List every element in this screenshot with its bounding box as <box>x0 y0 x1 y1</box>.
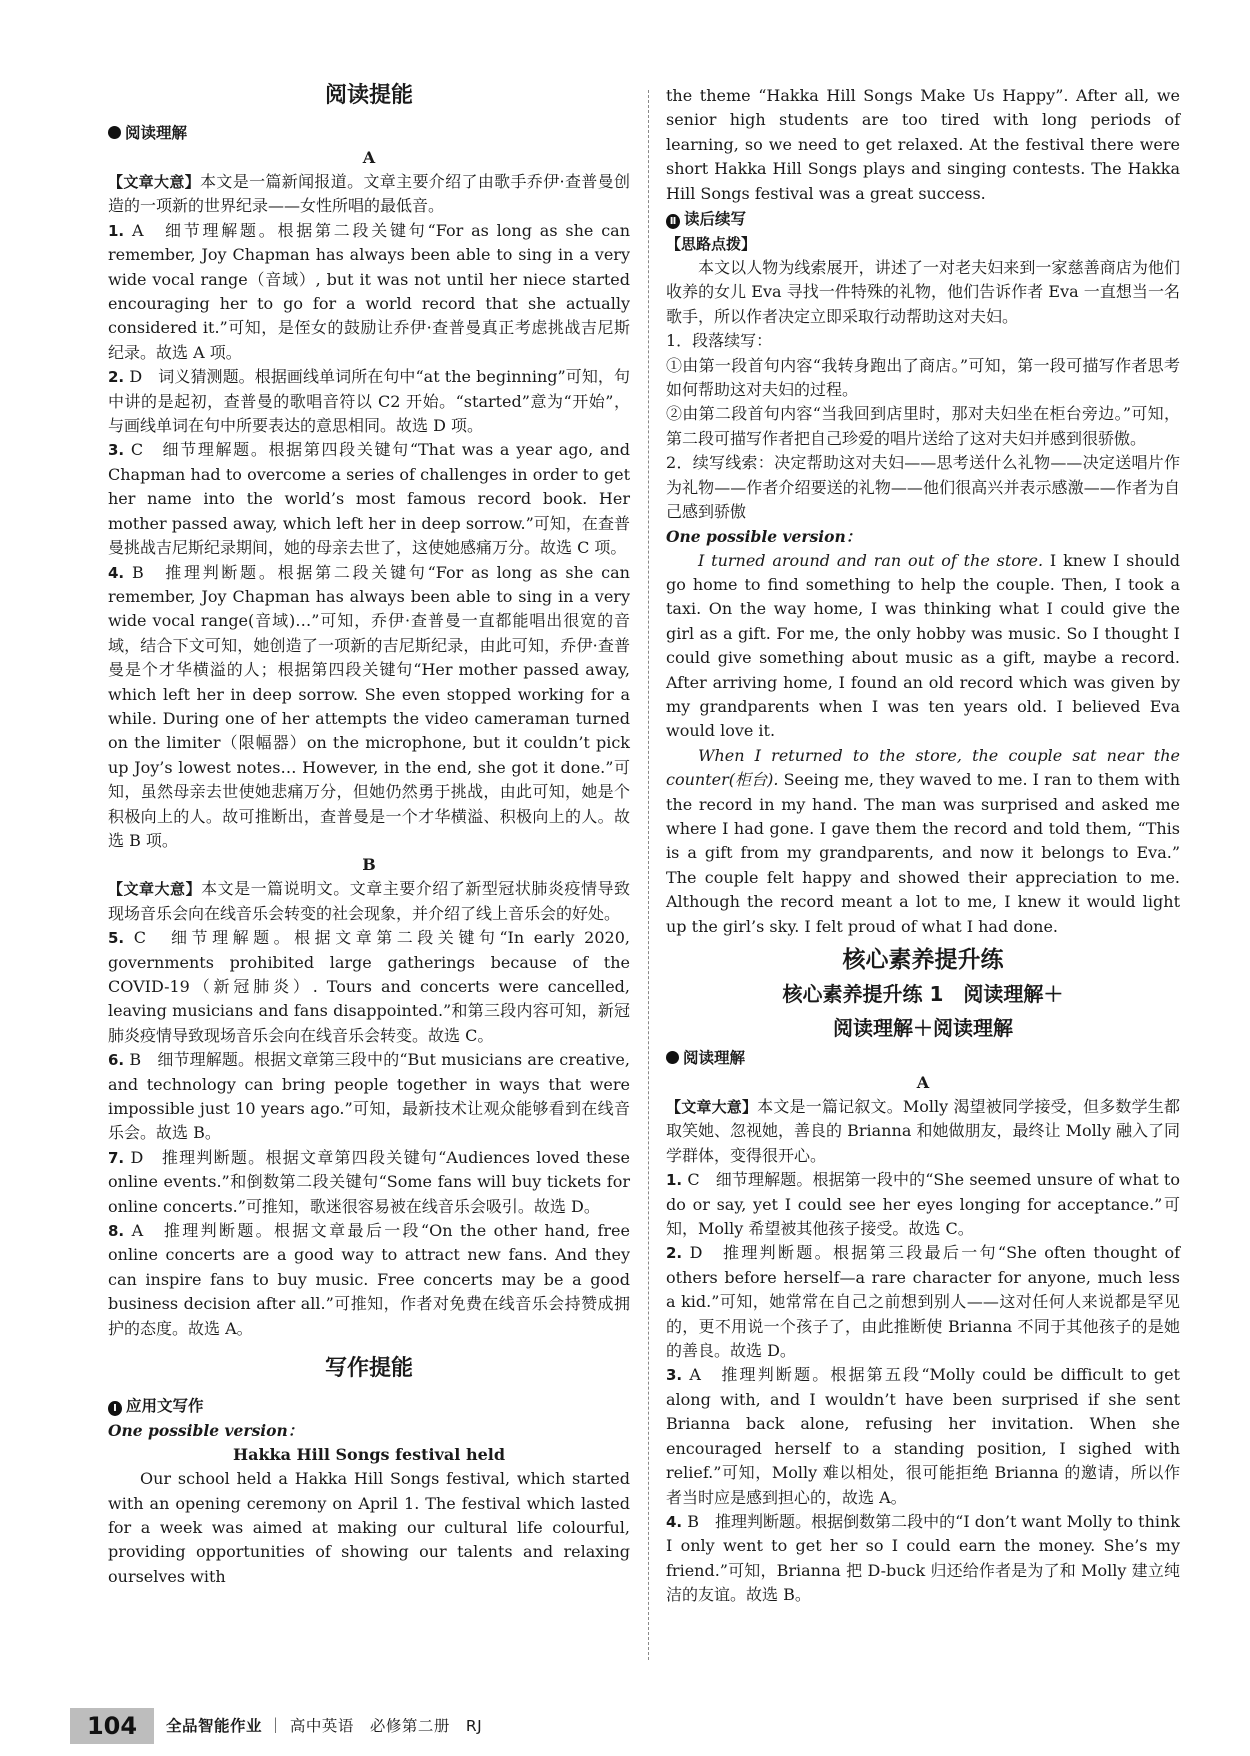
bullet-dot-icon <box>666 1051 679 1064</box>
answer-6: 6. B 细节理解题。根据文章第三段中的“But musicians are creative, and technology can bring people together in ways that were impossible just 10 years ago.”可知，最新技术让观众能够看到在线音乐会。故选 B。 <box>108 1050 630 1143</box>
core-title: 核心素养提升练 <box>842 947 1004 973</box>
possible-version-label-2: One possible version： <box>666 526 862 546</box>
answer-2: 2. D 词义猜测题。根据画线单词所在句中“at the beginning”可知，句中讲的是起初，查普曼的歌唱音符以 C2 开始。“started”意为“开始”，与画线单词在句中所要表达的意思相同。故选 D 项。 <box>108 367 630 436</box>
answer-3: 3. C 细节理解题。根据第四段关键句“That was a year ago, and Chapman had to overcome a series of challenges in order to get her name into the world’s most famous record book. Her mother passed away, which left her in deep sorrow.”可知，在查普曼挑战吉尼斯纪录期间，她的母亲去世了，这使她感痛万分。故选 C 项。 <box>108 440 630 558</box>
page-number: 104 <box>70 1708 154 1744</box>
step-2: 2．续写线索：决定帮助这对夫妇——思考送什么礼物——决定送唱片作为礼物——作者介绍要送的礼物——他们很高兴并表示感激——作者为自己感到骄傲 <box>666 453 1180 522</box>
subhead-continuation-writing: Ⅱ 读后续写 <box>666 206 1180 232</box>
core-answer-3: 3. A 推理判断题。根据第五段“Molly could be difficult to get along with, and I wouldn’t have been surprised if she sent Brianna back alone, refusing her invitation. When she encouraged herself to a standing position, I sighed with relief.”可知，Molly 难以相处，很可能拒绝 Brianna 的邀请，所以作者当时应是感到担心的，故选 A。 <box>666 1365 1180 1507</box>
passage-letter-a-2: A <box>916 1073 930 1092</box>
essay-title: Hakka Hill Songs festival held <box>232 1445 506 1465</box>
section-title-writing: 写作提能 <box>324 1356 413 1382</box>
core-answer-1: 1. C 细节理解题。根据第一段中的“She seemed unsure of what to do or say, yet I could see her eyes longing for acceptance.”可知，Molly 希望被其他孩子接受。故选 C。 <box>666 1170 1180 1239</box>
answer-5: 5. C 细节理解题。根据文章第二段关键句“In early 2020, governments prohibited large gatherings because of the COVID-19（新冠肺炎）. Tours and concerts were cancelled, leaving musicians and fans disappointed.”和第三段内容可知，新冠肺炎疫情导致现场音乐会向在线音乐会转变。故选 C。 <box>108 928 630 1045</box>
core-answer-4: 4. B 推理判断题。根据倒数第二段中的“I don’t want Molly to think I only went to get her so I could earn the money. She’s my friend.”可知，Brianna 把 D-buck 归还给作者是为了和 Molly 建立纯洁的友谊。故选 B。 <box>666 1511 1180 1605</box>
bullet-dot-icon <box>108 126 121 139</box>
passage-letter-a: A <box>362 148 376 167</box>
left-column <box>108 82 630 1589</box>
essay-body-right: the theme “Hakka Hill Songs Make Us Happy”. After all, we senior high students are too tired with long periods of learning, so we need to get relaxed. At the festival there were short Hakka Hill Songs plays and singing contests. The Hakka Hill Songs festival was a great success. <box>666 86 1180 203</box>
roman-numeral-one-icon: Ⅰ <box>108 1401 122 1416</box>
passage-letter-b: B <box>362 855 376 875</box>
core-subtitle-2: 阅读理解＋阅读理解 <box>833 1016 1013 1040</box>
step-1b: ②由第二段首句内容“当我回到店里时，那对夫妇坐在柜台旁边。”可知，第二段可描写作者把自己珍爱的唱片送给了这对夫妇并感到很骄傲。 <box>666 404 1180 448</box>
answer-7: 7. D 推理判断题。根据文章第四段关键句“Audiences loved these online events.”和倒数第二段关键句“Some fans will buy tickets for online concerts.”可推知，歌迷很容易被在线音乐会吸引。故选 D。 <box>108 1147 630 1216</box>
section-title-reading: 阅读提能 <box>324 83 413 108</box>
column-divider <box>648 90 649 1660</box>
roman-numeral-two-icon: Ⅱ <box>666 214 680 229</box>
step-1a: ①由第一段首句内容“我转身跑出了商店。”可知，第一段可描写作者思考如何帮助这对夫妇的过程。 <box>666 355 1180 400</box>
route-text: 本文以人物为线索展开，讲述了一对老夫妇来到一家慈善商店为他们收养的女儿 Eva 寻找一件特殊的礼物，他们告诉作者 Eva 一直想当一名歌手，所以作者决定立即采取行动帮助这对夫妇。 <box>666 258 1180 326</box>
possible-version-label: One possible version： <box>108 1421 304 1441</box>
summary-b: 【文章大意】本文是一篇说明文。文章主要介绍了新型冠状肺炎疫情导致现场音乐会向在线音乐会转变的社会现象，并介绍了线上音乐会的好处。 <box>108 879 630 923</box>
footer-book-info: 全品智能作业 ｜ 高中英语 必修第二册 RJ <box>166 1717 483 1735</box>
step-1: 1．段落续写： <box>666 331 773 351</box>
right-column <box>666 84 1180 1608</box>
continuation-paragraph-1: I turned around and ran out of the store. I knew I should go home to find something to help the couple. Then, I took a taxi. On the way home, I was thinking what I could give the girl as a gift. For me, the only hobby was music. So I thought I could give something about music as a gift, maybe a record. After arriving home, I found an old record which was given by my grandparents when I was ten years old. I believed Eva would love it. <box>666 550 1180 741</box>
answer-4: 4. B 推理判断题。根据第二段关键句“For as long as she can remember, Joy Chapman has always been able to sing in a very wide vocal range(音域)…”可知，乔伊·查普曼一直都能唱出很宽的音域，结合下文可知，她创造了一项新的吉尼斯纪录，由此可知，乔伊·查普曼是个才华横溢的人；根据第四段关键句“Her mother passed away, which left her in deep sorrow. She even stopped working for a while. During one of her attempts the video cameraman turned on the limiter（限幅器）on the microphone, but it couldn’t pick up Joy’s lowest notes… However, in the end, she got it done.”可知，虽然母亲去世使她悲痛万分，但她仍然勇于挑战，由此可知，她是个积极向上的人。故可推断出，查普曼是一个才华横溢、积极向上的人。故选 B 项。 <box>108 562 631 850</box>
route-tag: 【思路点拨】 <box>666 235 757 254</box>
subhead-reading: 阅读理解 <box>108 120 630 146</box>
subhead-applied-writing: Ⅰ 应用文写作 <box>108 1393 630 1419</box>
essay-body-left: Our school held a Hakka Hill Songs festival, which started with an opening ceremony on April 1. The festival which lasted for a week was aimed at making our cultural life colourful, providing opportunities of showing our talents and relaxing ourselves with <box>108 1469 630 1586</box>
core-answer-2: 2. D 推理判断题。根据第三段最后一句“She often thought of others before herself—a rare character for anyone, much less a kid.”可知，她常常在自己之前想到别人——这对任何人来说都是罕见的，更不用说一个孩子了，由此推断使 Brianna 不同于其他孩子的是她的善良。故选 D。 <box>666 1243 1180 1361</box>
summary-core-a: 【文章大意】本文是一篇记叙文。Molly 渴望被同学接受，但多数学生都取笑她、忽视她，善良的 Brianna 和她做朋友，最终让 Molly 融入了同学群体，变得很开心。 <box>666 1097 1180 1165</box>
answer-8: 8. A 推理判断题。根据文章最后一段“On the other hand, free online concerts are a good way to attract new fans. And they can inspire fans to buy music. Free concerts may be a good business decision after all.”可推知，作者对免费在线音乐会持赞成拥护的态度。故选 A。 <box>108 1221 630 1338</box>
summary-a: 【文章大意】本文是一篇新闻报道。文章主要介绍了由歌手乔伊·查普曼创造的一项新的世界纪录——女性所唱的最低音。 <box>108 172 630 216</box>
subhead-reading-2: 阅读理解 <box>666 1045 1180 1071</box>
answer-1: 1. A 细节理解题。根据第二段关键句“For as long as she can remember, Joy Chapman has always been able to sing in a very wide vocal range（音域）, but it was not until her niece started encouraging her to go for a world record that she actually considered it.”可知，是侄女的鼓励让乔伊·查普曼真正考虑挑战吉尼斯纪录。故选 A 项。 <box>108 220 630 362</box>
core-subtitle-1: 核心素养提升练 1 阅读理解＋ <box>782 982 1064 1006</box>
continuation-paragraph-2: When I returned to the store, the couple sat near the counter(柜台). Seeing me, they waved to me. I ran to them with the record in my hand. The man was surprised and asked me where I had gone. I gave them the record and told them, “This is a gift from my grandparents, and now it belongs to Eva.” The couple felt happy and showed their appreciation to me. Although the record meant a lot to me, I knew it would light up the girl’s sky. I felt proud of what I had done. <box>666 745 1181 936</box>
page-footer <box>70 1708 590 1744</box>
